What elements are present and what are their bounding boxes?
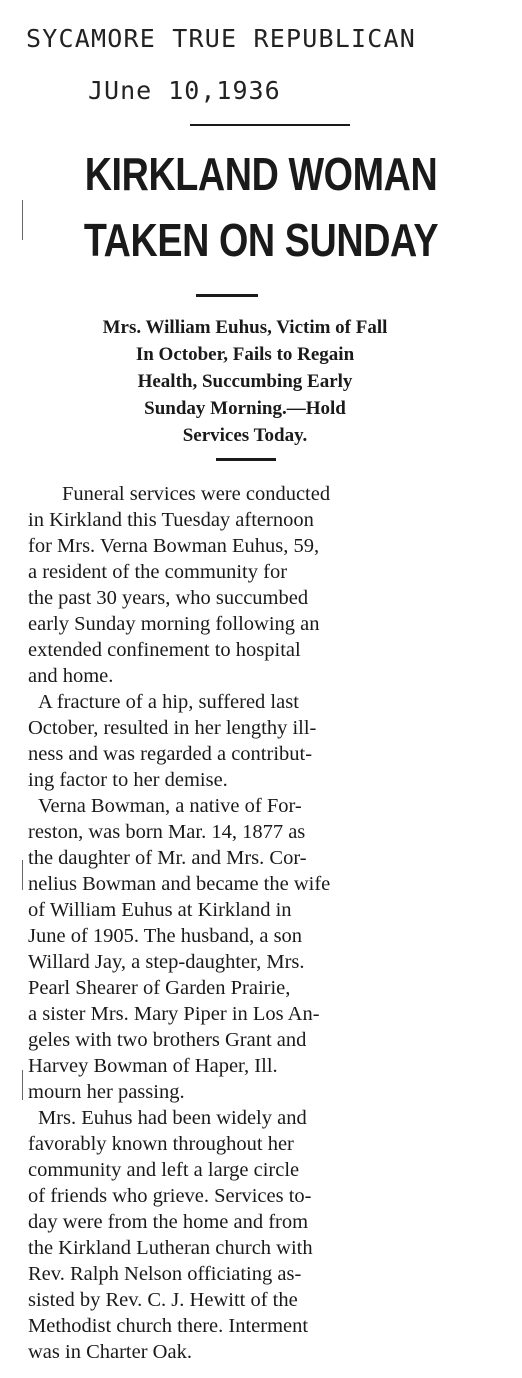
body-line: October, resulted in her lengthy ill-	[28, 717, 317, 739]
body-line: Pearl Shearer of Garden Prairie,	[28, 977, 291, 999]
body-line: the past 30 years, who succumbed	[28, 587, 309, 609]
body-line: Harvey Bowman of Haper, Ill.	[28, 1055, 278, 1077]
body-line: Rev. Ralph Nelson officiating as-	[28, 1263, 302, 1285]
deck-rule	[216, 458, 276, 461]
body-line: nelius Bowman and became the wife	[28, 873, 331, 895]
body-line: the Kirkland Lutheran church with	[28, 1237, 313, 1259]
body-line: Mrs. Euhus had been widely and	[38, 1107, 307, 1129]
headline-line-1: KIRKLAND WOMAN	[84, 148, 438, 200]
body-line: and home.	[28, 665, 114, 687]
body-line: Willard Jay, a step-daughter, Mrs.	[28, 951, 305, 973]
deck-line-5: Services Today.	[182, 425, 308, 446]
body-line: community and left a large circle	[28, 1159, 300, 1181]
newspaper-name: SYCAMORE TRUE REPUBLICAN	[26, 24, 417, 53]
body-line: of friends who grieve. Services to-	[28, 1185, 312, 1207]
body-line: ness and was regarded a contribut-	[28, 743, 313, 765]
deck-line-4: Sunday Morning.—Hold	[144, 398, 346, 419]
body-line: day were from the home and from	[28, 1211, 309, 1233]
deck-line-3: Health, Succumbing Early	[137, 371, 353, 392]
scan-edge-mark	[22, 1070, 23, 1100]
body-line: favorably known throughout her	[28, 1133, 294, 1155]
body-line: extended confinement to hospital	[28, 639, 301, 661]
body-line: ing factor to her demise.	[28, 769, 228, 791]
scan-edge-mark	[22, 200, 23, 240]
headline-line-2: TAKEN ON SUNDAY	[83, 214, 439, 266]
body-line: a resident of the community for	[28, 561, 288, 583]
publication-date: JUne 10,1936	[88, 76, 281, 105]
body-line: early Sunday morning following an	[28, 613, 320, 635]
headline-rule	[196, 294, 258, 297]
body-line: reston, was born Mar. 14, 1877 as	[28, 821, 306, 843]
body-line: geles with two brothers Grant and	[28, 1029, 307, 1051]
scan-edge-mark	[22, 860, 23, 890]
deck-line-1: Mrs. William Euhus, Victim of Fall	[102, 317, 388, 338]
body-line: sisted by Rev. C. J. Hewitt of the	[28, 1289, 298, 1311]
body-line: for Mrs. Verna Bowman Euhus, 59,	[28, 535, 320, 557]
body-line: Verna Bowman, a native of For-	[38, 795, 302, 817]
body-line: Funeral services were conducted	[62, 483, 331, 505]
body-line: of William Euhus at Kirkland in	[28, 899, 292, 921]
body-line: the daughter of Mr. and Mrs. Cor-	[28, 847, 307, 869]
body-line: June of 1905. The husband, a son	[28, 925, 303, 947]
body-line: in Kirkland this Tuesday afternoon	[28, 509, 314, 531]
deck-line-2: In October, Fails to Regain	[135, 344, 355, 365]
body-line: a sister Mrs. Mary Piper in Los An-	[28, 1003, 320, 1025]
body-line: A fracture of a hip, suffered last	[38, 691, 299, 713]
top-rule	[190, 124, 350, 126]
body-line: was in Charter Oak.	[28, 1341, 192, 1363]
body-line: Methodist church there. Interment	[28, 1315, 309, 1337]
body-line: mourn her passing.	[28, 1081, 185, 1103]
